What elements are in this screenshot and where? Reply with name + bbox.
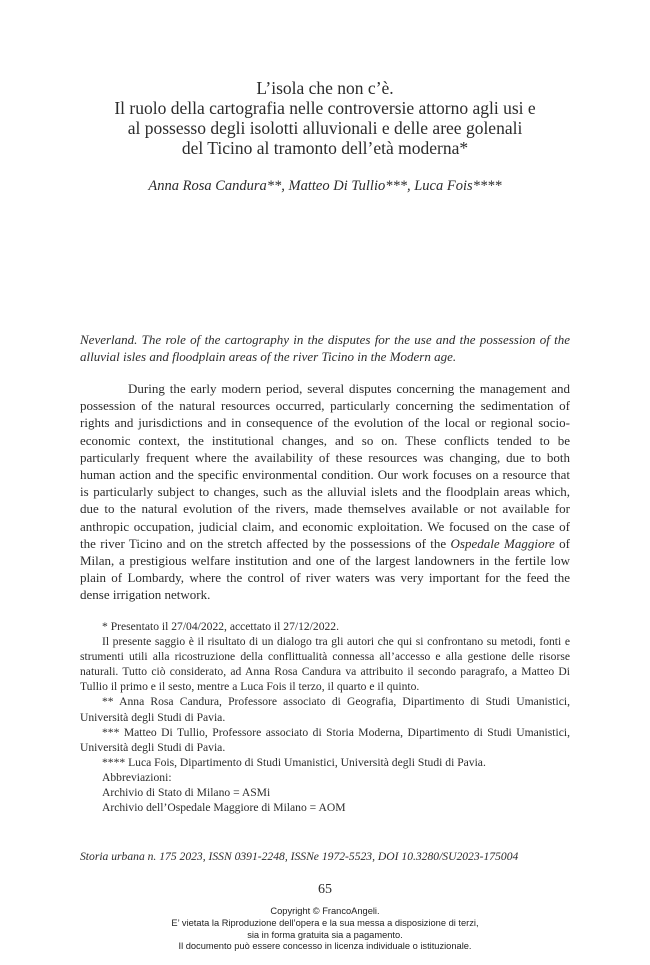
footnote-received: * Presentato il 27/04/2022, accettato il 27/12/2022. [102,620,339,633]
english-title: Neverland. The role of the cartography in the disputes for the use and the possession of the alluvial isles and floodplain areas of the river Ticino in the Modern age. [80,332,570,364]
footnote-author-3: **** Luca Fois, Dipartimento di Studi Umanistici, Università degli Studi di Pavia. [102,755,486,769]
footnote-abbrev-2: Archivio dell’Ospedale Maggiore di Milano = AOM [102,801,346,815]
copyright-line-3: sia in forma gratuita sia a pagamento. [247,929,403,940]
copyright-notice [0,906,650,953]
journal-citation: Storia urbana n. 175 2023, ISSN 0391-2248, ISSNe 1972-5523, DOI 10.3280/SU2023-175004 [80,850,519,863]
authors-line: Anna Rosa Candura**, Matteo Di Tullio***, Luca Fois**** [148,178,502,194]
page-number: 65 [318,882,332,897]
footnote-author-1: ** Anna Rosa Candura, Professore associato di Geografia, Dipartimento di Studi Umanistici, Università degli Studi di Pavia. [80,695,570,724]
title-line-1: L’isola che non c’è. [256,78,394,98]
footnote-dialogue: Il presente saggio è il risultato di un dialogo tra gli autori che qui si confrontano su metodi, fonti e strumenti utili alla ricostruzione della conflittualità connessa all’accesso e alla gestione delle risorse naturali. Tutto ciò considerato, ad Anna Rosa Candura va attribuito il secondo paragrafo, a Matteo Di Tullio il primo e il sesto, mentre a Luca Fois il terzo, il quarto e il quinto. [80,635,570,694]
title-line-2: Il ruolo della cartografia nelle controversie attorno agli usi e [114,98,536,118]
title-line-4: del Ticino al tramonto dell’età moderna* [181,138,469,158]
abstract-paragraph [80,380,570,604]
copyright-line-4: Il documento può essere concesso in licenza individuale o istituzionale. [178,941,472,952]
abstract-text-1: During the early modern period, several disputes concerning the management and possession of the natural resources occurred, particularly concerning the sedimentation of rights and jurisdictions and in consequence of the evolution of the local or regional socio-economic context, the institutional changes, and so on. These conflicts tended to be particularly frequent where the availability of these resources was changing, due to both human action and the specific environmental condition. Our work focuses on a resource that is particularly subject to changes, such as the alluvial islets and the floodplain areas which, due to the natural evolution of the rivers, made themselves available or not available for anthropic occupation, judicial claim, and economic exploitation. We focused on the case of the river Ticino and on the stretch affected by the possessions of the [80,381,570,551]
abstract-text-2: of Milan, a prestigious welfare institution and one of the largest landowners in the fertile low plain of Lombardy, where the control of river waters was very important for the feed the dense irrigation network. [80,535,570,603]
footnote-abbrev-heading: Abbreviazioni: [102,770,172,784]
footnote-abbrev-1: Archivio di Stato di Milano = ASMi [102,786,271,800]
copyright-line-2: E’ vietata la Riproduzione dell’opera e la sua messa a disposizione di terzi, [171,917,479,928]
title-line-3: al possesso degli isolotti alluvionali e delle aree golenali [127,118,523,138]
footnotes [80,619,570,815]
copyright-line-1: Copyright © FrancoAngeli. [270,906,380,916]
article-title [0,78,650,158]
abstract-italic-institution: Ospedale Maggiore [450,535,555,551]
footnote-author-2: *** Matteo Di Tullio, Professore associato di Storia Moderna, Dipartimento di Studi Umanistici, Università degli Studi di Pavia. [80,725,570,754]
